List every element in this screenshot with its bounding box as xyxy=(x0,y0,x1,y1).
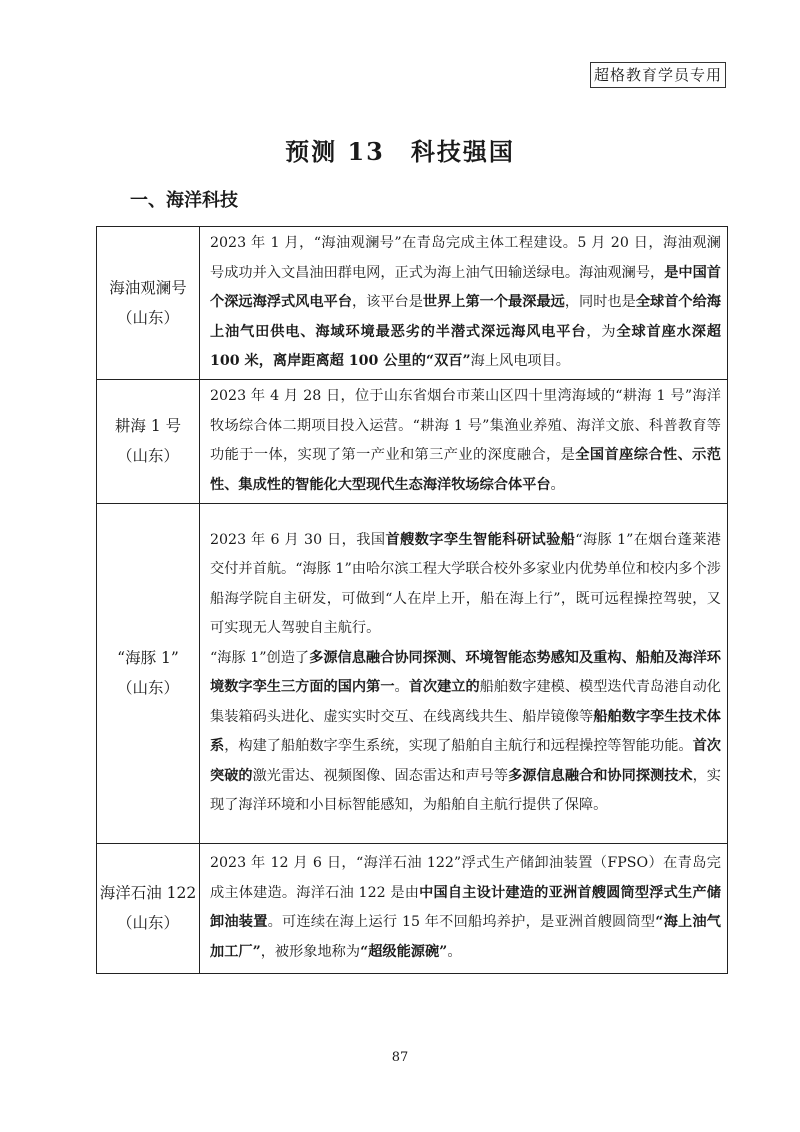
body-text: 激光雷达、视频图像、固态雷达和声号等 xyxy=(252,767,509,784)
highlight-text: 中国自主设计建造的亚洲首艘圆筒型浮式生产储卸油装置 xyxy=(210,884,721,930)
row-region: （山东） xyxy=(116,914,179,932)
highlight-text: 世界上第一个最深最远 xyxy=(422,294,565,310)
body-text: “海豚 1”创造了 xyxy=(210,649,310,666)
content-table xyxy=(96,226,728,974)
body-text: 2023 年 4 月 28 日，位于山东省烟台市莱山区四十里湾海域的“耕海 1 号”海洋牧场综合体二期项目投入运营。“耕海 1 号”集渔业养殖、海洋文旅、科普教育等功能于一体，实现了第一产业和第三产业的深度融合，是 xyxy=(210,388,721,463)
body-text: 海上风电项目。 xyxy=(470,353,570,369)
row-content xyxy=(200,227,728,380)
page-number: 87 xyxy=(391,1050,409,1065)
row-paragraph xyxy=(210,849,721,967)
highlight-text: 多源信息融合和协同探测技术 xyxy=(508,767,693,784)
highlight-text: “超级能源碗” xyxy=(360,943,448,960)
row-paragraph xyxy=(210,382,721,500)
highlight-text: 首次建立的 xyxy=(408,679,480,695)
body-text: 船舶数字建模、模型迭代青岛港自动化集装箱码头进化、虚实实时交互、在线离线共生、船岸镜像等 xyxy=(210,679,721,725)
row-content xyxy=(200,503,728,843)
row-label xyxy=(97,503,200,843)
row-name: 耕海 1 号 xyxy=(114,417,182,435)
row-label xyxy=(97,843,200,973)
highlight-text: 全国首座综合性、示范性、集成性的智能化大型现代生态海洋牧场综合体平台 xyxy=(210,447,721,493)
body-text: ，该平台是 xyxy=(351,294,423,310)
highlight-text: 船舶数字孪生技术体系 xyxy=(210,708,721,754)
row-name: 海洋石油 122 xyxy=(99,884,197,902)
body-text: ，同时也是 xyxy=(564,294,636,310)
row-paragraph xyxy=(210,526,721,644)
highlight-text: 首次突破的 xyxy=(210,738,721,784)
table-row xyxy=(97,227,728,380)
body-text: ，构建了船舶数字孪生系统，实现了船舶自主航行和远程操控等智能功能。 xyxy=(224,738,693,754)
body-text: 2023 年 12 月 6 日，“海洋石油 122”浮式生产储卸油装置（FPSO）在青岛完成主体建造。海洋石油 122 是由 xyxy=(210,855,721,901)
row-content xyxy=(200,843,728,973)
body-text: 。 xyxy=(394,679,409,695)
row-content xyxy=(200,379,728,503)
body-text: “海豚 1”在烟台蓬莱港交付并首航。“海豚 1”由哈尔滨工程大学联合校外多家业内优势单位和校内多个涉船海学院自主研发，可做到“人在岸上开，船在海上行”，既可远程操控驾驶，又可实现无人驾驶自主航行。 xyxy=(210,531,721,636)
highlight-text: “海上油气加工厂” xyxy=(210,914,721,960)
body-text: 2023 年 6 月 30 日，我国 xyxy=(210,531,386,548)
section-heading: 一、海洋科技 xyxy=(130,190,238,211)
row-name: 海油观澜号 xyxy=(109,278,187,297)
body-text: ，被形象地称为 xyxy=(260,943,361,960)
table-row xyxy=(97,379,728,503)
highlight-text: 多源信息融合协同探测、环境智能态势感知及重构、船舶及海洋环境数字孪生三方面的国内第一 xyxy=(210,649,721,695)
body-text: 2023 年 1 月，“海油观澜号”在青岛完成主体工程建设。5 月 20 日，海油观澜号成功并入文昌油田群电网，正式为海上油气田输送绿电。海油观澜号， xyxy=(210,235,721,281)
row-paragraph xyxy=(210,644,721,821)
watermark-label: 超格教育学员专用 xyxy=(590,62,726,88)
page-title: 预测 13 科技强国 xyxy=(285,137,515,166)
row-region: （山东） xyxy=(116,679,179,697)
body-text: 。可连续在海上运行 15 年不回船坞养护，是亚洲首艘圆筒型 xyxy=(267,914,656,930)
row-paragraph xyxy=(210,229,721,377)
row-region: （山东） xyxy=(116,308,179,327)
highlight-text: 是中国首个深远海浮式风电平台 xyxy=(210,264,721,310)
highlight-text: 全球首个给海上油气田供电、海域环境最恶劣的半潜式深远海风电平台 xyxy=(210,294,721,340)
body-text: 。 xyxy=(447,943,462,960)
row-label xyxy=(97,227,200,380)
row-name: “海豚 1” xyxy=(117,649,179,667)
row-label xyxy=(97,379,200,503)
row-region: （山东） xyxy=(116,447,179,465)
highlight-text: 首艘数字孪生智能科研试验船 xyxy=(385,531,576,548)
body-text: 。 xyxy=(550,476,565,493)
table-row xyxy=(97,503,728,843)
highlight-text: 全球首座水深超 100 米，离岸距离超 100 公里的“双百” xyxy=(210,323,721,369)
table-row xyxy=(97,843,728,973)
body-text: ，实现了海洋环境和小目标智能感知，为船舶自主航行提供了保障。 xyxy=(210,767,721,813)
body-text: ，为 xyxy=(586,323,617,340)
